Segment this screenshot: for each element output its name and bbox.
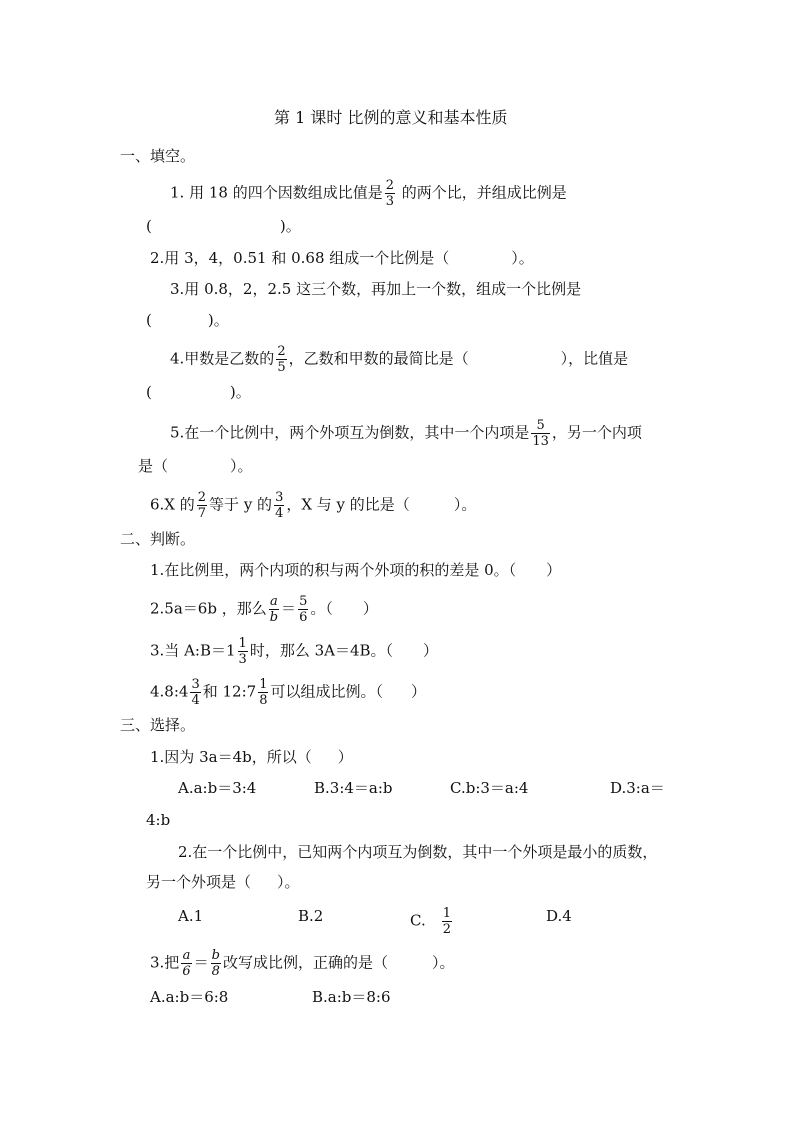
fraction-denominator: 8 [211,964,220,979]
s1-question-1 [170,178,567,209]
fraction [238,636,248,667]
s3-q1-option-c[interactable]: C.b:3＝a:4 [450,779,529,797]
close-paren: )。 [207,311,229,329]
s1-q5-text-b: ，另一个内项 [551,423,642,442]
s1-q2-text-a: 2.用 3，4，0.51 和 0.68 组成一个比例是（ [150,249,450,267]
fraction [442,906,452,937]
fraction-denominator: 8 [259,693,268,708]
close-paren: ）。 [431,953,455,972]
fraction [181,948,191,979]
s2-q4-text-c: 可以组成比例。（ [270,682,383,701]
fraction-denominator: 2 [442,922,451,937]
fraction-numerator: 3 [275,490,284,505]
s2-question-1 [150,560,561,580]
s3-q2-answer-line [146,872,300,892]
s1-q4-answer-line [146,382,251,402]
s1-q6-text-c: ，X 与 y 的比是（ [286,495,410,514]
s2-q4-text-a: 4.8:4 [150,682,189,701]
equals-sign: ＝ [193,953,209,972]
s1-q5-text-c: 是（ [138,457,169,475]
fraction-numerator: 3 [191,677,200,692]
fraction-numerator: 1 [442,906,451,921]
s2-q3-text-b: 时，那么 3A＝4B。（ [249,641,394,660]
s1-q3-answer-line [146,310,229,330]
s1-q1-answer-line [146,216,301,236]
fraction-denominator: 4 [275,506,284,521]
close-paren: ）。 [453,495,477,514]
close-paren: ） [423,641,439,660]
fraction-numerator: 2 [277,344,286,359]
s3-q1-option-b[interactable]: B.3:4＝a:b [314,779,393,797]
s3-q2-option-c[interactable] [410,906,454,937]
s1-q6-text-a: 6.X 的 [150,495,195,514]
fraction-numerator: 5 [531,418,550,434]
s1-q4-text-a: 4.甲数是乙数的 [170,349,275,368]
fraction-numerator: a [270,594,278,609]
s3-question-2: 2.在一个比例中，已知两个内项互为倒数，其中一个外项是最小的质数， [178,843,658,861]
fraction-numerator: 2 [197,490,207,505]
fraction-numerator: 1 [238,636,247,651]
s3-q3-text-a: 3.把 [150,953,180,972]
close-paren: ） [410,682,426,701]
fraction-denominator: 6 [299,610,308,625]
s1-q4-text-c: ），比值是 [560,349,629,368]
fraction-denominator: 3 [238,652,247,667]
fraction-numerator: b [211,948,220,963]
open-paren: ( [146,311,152,329]
section-3-heading: 三、选择。 [120,716,196,734]
fraction [276,344,286,375]
s2-question-2 [150,594,378,625]
s1-q1-text-b: 的两个比，并组成比例是 [397,183,567,202]
fraction-denominator: 4 [191,693,200,708]
close-paren: ） [546,561,562,579]
s1-question-4 [170,344,628,375]
s1-question-6 [150,490,476,521]
s2-q1-text-a: 1.在比例里，两个内项的积与两个外项的积的差是 0。（ [150,561,517,579]
s3-q3-text-c: 改写成比例，正确的是（ [222,953,388,972]
s2-q2-text-a: 2.5a＝6b ，那么 [150,599,267,618]
fraction [190,677,200,708]
fraction-denominator: 13 [532,434,549,449]
open-paren: ( [146,383,152,401]
s1-question-2 [150,248,534,268]
s3-q2-option-b[interactable]: B.2 [298,907,324,925]
fraction-denominator: 3 [385,194,394,209]
close-paren: ）。 [230,457,253,475]
s3-q2-option-d[interactable]: D.4 [546,907,572,925]
fraction-numerator: 1 [259,677,268,692]
fraction [258,677,268,708]
fraction-numerator: 2 [385,178,394,193]
fraction-numerator: 5 [299,594,308,609]
fraction [211,948,221,979]
section-1-heading: 一、填空。 [120,147,196,165]
s2-question-3 [150,636,438,667]
fraction [274,490,284,521]
fraction [197,490,207,521]
s1-q5-answer-line [138,456,253,476]
s3-question-3 [150,948,454,979]
s3-q1-option-d[interactable]: D.3:a＝ [610,779,665,797]
s3-question-1 [150,747,353,767]
s2-q4-text-b: 和 12:7 [202,682,257,701]
page-title: 第 1 课时 比例的意义和基本性质 [274,108,508,127]
s3-q3-option-b[interactable]: B.a:b＝8:6 [312,988,391,1006]
fraction [269,594,279,625]
fraction-denominator: 7 [197,506,207,521]
close-paren: )。 [229,383,251,401]
s3-q1-option-d-cont: 4:b [146,811,171,829]
fraction-denominator: 5 [277,360,286,375]
fraction-denominator: 6 [182,964,191,979]
close-paren: )。 [279,217,301,235]
fraction [531,418,550,449]
option-label: C. [410,911,426,930]
s1-q5-text-a: 5.在一个比例中，两个外项互为倒数，其中一个内项是 [170,423,530,442]
s2-q3-text-a: 3.当 A:B＝1 [150,641,236,660]
s2-question-4 [150,677,426,708]
close-paren: ） [337,748,353,766]
equals-sign: ＝ [281,599,297,618]
s3-q2-text-b: 另一个外项是（ [146,873,252,891]
s1-q1-text-a: 1. 用 18 的四个因数组成比值是 [170,183,383,202]
fraction-denominator: b [269,610,279,625]
s3-q2-option-a[interactable]: A.1 [178,907,204,925]
fraction [385,178,395,209]
s1-question-3: 3.用 0.8，2，2.5 这三个数，再加上一个数，组成一个比例是 [170,280,582,298]
s3-q1-text-a: 1.因为 3a＝4b，所以（ [150,748,312,766]
close-paren: ） [362,599,378,618]
s1-q2-text-b: ）。 [511,249,534,267]
s1-question-5 [170,418,642,449]
s3-q1-option-a[interactable]: A.a:b＝3:4 [178,779,257,797]
fraction [298,594,308,625]
s3-q3-option-a[interactable]: A.a:b＝6:8 [150,988,229,1006]
fraction-numerator: a [182,948,191,963]
s1-q6-text-b: 等于 y 的 [209,495,273,514]
s1-q4-text-b: ，乙数和甲数的最简比是（ [288,349,469,368]
section-2-heading: 二、判断。 [120,530,196,548]
open-paren: ( [146,217,152,235]
close-paren: ）。 [277,873,300,891]
s2-q2-text-c: 。（ [310,599,333,618]
